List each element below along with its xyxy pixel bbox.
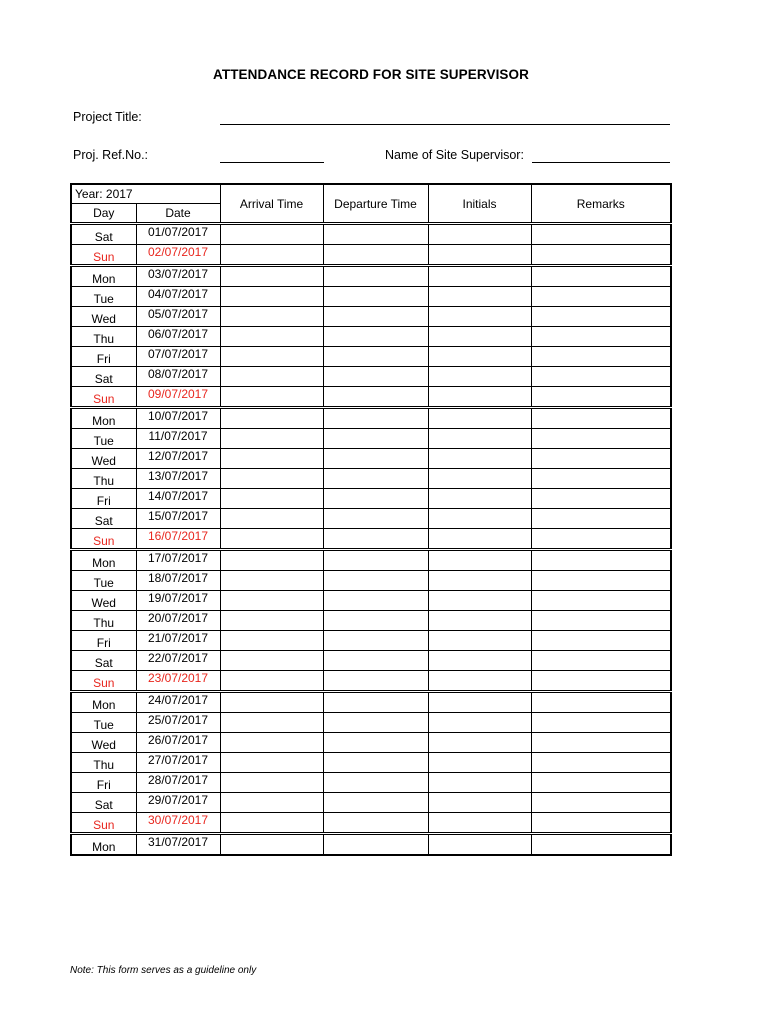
day-cell: Thu [71, 327, 136, 347]
initials-cell[interactable] [428, 266, 531, 287]
table-row [71, 287, 671, 307]
footer-note: Note: This form serves as a guideline only [70, 965, 257, 976]
day-cell: Sat [71, 651, 136, 671]
arrival-time-cell[interactable] [220, 529, 323, 550]
initials-cell[interactable] [428, 347, 531, 367]
remarks-cell[interactable] [531, 733, 671, 753]
date-cell: 17/07/2017 [136, 550, 220, 571]
departure-time-cell[interactable] [323, 591, 428, 611]
day-cell: Wed [71, 733, 136, 753]
arrival-time-cell[interactable] [220, 671, 323, 692]
table-row [71, 408, 671, 429]
initials-cell[interactable] [428, 529, 531, 550]
day-cell: Mon [71, 692, 136, 713]
date-cell: 24/07/2017 [136, 692, 220, 713]
day-cell: Tue [71, 571, 136, 591]
date-cell: 07/07/2017 [136, 347, 220, 367]
initials-cell[interactable] [428, 733, 531, 753]
day-cell: Mon [71, 834, 136, 856]
arrival-time-cell[interactable] [220, 793, 323, 813]
departure-time-cell[interactable] [323, 529, 428, 550]
departure-time-cell[interactable] [323, 347, 428, 367]
arrival-time-cell[interactable] [220, 834, 323, 856]
departure-time-cell[interactable] [323, 733, 428, 753]
departure-time-cell[interactable] [323, 245, 428, 266]
page-title: ATTENDANCE RECORD FOR SITE SUPERVISOR [213, 67, 529, 82]
date-cell: 23/07/2017 [136, 671, 220, 692]
departure-time-cell[interactable] [323, 509, 428, 529]
table-row [71, 327, 671, 347]
date-cell: 09/07/2017 [136, 387, 220, 408]
remarks-cell[interactable] [531, 550, 671, 571]
departure-time-cell[interactable] [323, 266, 428, 287]
table-row [71, 793, 671, 813]
ref-no-label: Proj. Ref.No.: [73, 148, 149, 162]
remarks-cell[interactable] [531, 469, 671, 489]
table-row [71, 509, 671, 529]
arrival-time-cell[interactable] [220, 611, 323, 631]
table-row [71, 651, 671, 671]
table-row [71, 367, 671, 387]
departure-time-cell[interactable] [323, 813, 428, 834]
date-cell: 19/07/2017 [136, 591, 220, 611]
initials-cell[interactable] [428, 591, 531, 611]
remarks-cell[interactable] [531, 408, 671, 429]
arrival-time-cell[interactable] [220, 266, 323, 287]
arrival-time-cell[interactable] [220, 571, 323, 591]
header-date: Date [136, 204, 220, 224]
remarks-cell[interactable] [531, 224, 671, 245]
date-cell: 20/07/2017 [136, 611, 220, 631]
departure-time-cell[interactable] [323, 429, 428, 449]
arrival-time-cell[interactable] [220, 631, 323, 651]
initials-cell[interactable] [428, 307, 531, 327]
table-row [71, 387, 671, 408]
initials-cell[interactable] [428, 631, 531, 651]
day-cell: Sat [71, 224, 136, 245]
day-cell: Wed [71, 449, 136, 469]
table-row [71, 631, 671, 651]
arrival-time-cell[interactable] [220, 713, 323, 733]
initials-cell[interactable] [428, 713, 531, 733]
departure-time-cell[interactable] [323, 671, 428, 692]
table-row [71, 347, 671, 367]
day-cell: Fri [71, 631, 136, 651]
day-cell: Mon [71, 266, 136, 287]
departure-time-cell[interactable] [323, 713, 428, 733]
day-cell: Sat [71, 367, 136, 387]
date-cell: 28/07/2017 [136, 773, 220, 793]
arrival-time-cell[interactable] [220, 489, 323, 509]
date-cell: 30/07/2017 [136, 813, 220, 834]
date-cell: 22/07/2017 [136, 651, 220, 671]
day-cell: Fri [71, 489, 136, 509]
day-cell: Sun [71, 813, 136, 834]
departure-time-cell[interactable] [323, 307, 428, 327]
date-cell: 29/07/2017 [136, 793, 220, 813]
departure-time-cell[interactable] [323, 834, 428, 856]
date-cell: 05/07/2017 [136, 307, 220, 327]
day-cell: Mon [71, 550, 136, 571]
arrival-time-cell[interactable] [220, 387, 323, 408]
remarks-cell[interactable] [531, 671, 671, 692]
remarks-cell[interactable] [531, 591, 671, 611]
remarks-cell[interactable] [531, 429, 671, 449]
remarks-cell[interactable] [531, 327, 671, 347]
header-departure-time: Departure Time [323, 184, 428, 224]
arrival-time-cell[interactable] [220, 550, 323, 571]
year-label: Year: 2017 [71, 184, 220, 204]
arrival-time-cell[interactable] [220, 429, 323, 449]
initials-cell[interactable] [428, 550, 531, 571]
date-cell: 12/07/2017 [136, 449, 220, 469]
departure-time-cell[interactable] [323, 550, 428, 571]
departure-time-cell[interactable] [323, 287, 428, 307]
arrival-time-cell[interactable] [220, 347, 323, 367]
departure-time-cell[interactable] [323, 489, 428, 509]
date-cell: 18/07/2017 [136, 571, 220, 591]
arrival-time-cell[interactable] [220, 408, 323, 429]
remarks-cell[interactable] [531, 773, 671, 793]
initials-cell[interactable] [428, 367, 531, 387]
initials-cell[interactable] [428, 509, 531, 529]
header-arrival-time: Arrival Time [220, 184, 323, 224]
departure-time-cell[interactable] [323, 367, 428, 387]
table-row [71, 224, 671, 245]
date-cell: 21/07/2017 [136, 631, 220, 651]
remarks-cell[interactable] [531, 287, 671, 307]
remarks-cell[interactable] [531, 793, 671, 813]
day-cell: Thu [71, 611, 136, 631]
date-cell: 04/07/2017 [136, 287, 220, 307]
arrival-time-cell[interactable] [220, 367, 323, 387]
table-row [71, 611, 671, 631]
remarks-cell[interactable] [531, 529, 671, 550]
table-row [71, 489, 671, 509]
departure-time-cell[interactable] [323, 611, 428, 631]
day-cell: Tue [71, 287, 136, 307]
initials-cell[interactable] [428, 651, 531, 671]
departure-time-cell[interactable] [323, 224, 428, 245]
arrival-time-cell[interactable] [220, 591, 323, 611]
initials-cell[interactable] [428, 408, 531, 429]
table-row [71, 834, 671, 856]
remarks-cell[interactable] [531, 347, 671, 367]
date-cell: 16/07/2017 [136, 529, 220, 550]
project-title-label: Project Title: [73, 110, 142, 124]
departure-time-cell[interactable] [323, 327, 428, 347]
departure-time-cell[interactable] [323, 631, 428, 651]
initials-cell[interactable] [428, 245, 531, 266]
initials-cell[interactable] [428, 692, 531, 713]
ref-no-field[interactable] [220, 162, 324, 163]
arrival-time-cell[interactable] [220, 692, 323, 713]
day-cell: Fri [71, 347, 136, 367]
header-initials: Initials [428, 184, 531, 224]
departure-time-cell[interactable] [323, 387, 428, 408]
table-row [71, 713, 671, 733]
day-cell: Mon [71, 408, 136, 429]
day-cell: Thu [71, 753, 136, 773]
initials-cell[interactable] [428, 489, 531, 509]
day-cell: Tue [71, 713, 136, 733]
date-cell: 14/07/2017 [136, 489, 220, 509]
departure-time-cell[interactable] [323, 651, 428, 671]
remarks-cell[interactable] [531, 753, 671, 773]
table-row [71, 773, 671, 793]
remarks-cell[interactable] [531, 266, 671, 287]
initials-cell[interactable] [428, 387, 531, 408]
date-cell: 10/07/2017 [136, 408, 220, 429]
arrival-time-cell[interactable] [220, 327, 323, 347]
initials-cell[interactable] [428, 671, 531, 692]
remarks-cell[interactable] [531, 631, 671, 651]
table-row [71, 529, 671, 550]
arrival-time-cell[interactable] [220, 469, 323, 489]
table-row [71, 266, 671, 287]
remarks-cell[interactable] [531, 367, 671, 387]
day-cell: Sat [71, 793, 136, 813]
date-cell: 11/07/2017 [136, 429, 220, 449]
arrival-time-cell[interactable] [220, 509, 323, 529]
day-cell: Sun [71, 387, 136, 408]
date-cell: 02/07/2017 [136, 245, 220, 266]
remarks-cell[interactable] [531, 571, 671, 591]
initials-cell[interactable] [428, 449, 531, 469]
remarks-cell[interactable] [531, 713, 671, 733]
initials-cell[interactable] [428, 834, 531, 856]
remarks-cell[interactable] [531, 449, 671, 469]
departure-time-cell[interactable] [323, 408, 428, 429]
arrival-time-cell[interactable] [220, 449, 323, 469]
initials-cell[interactable] [428, 611, 531, 631]
remarks-cell[interactable] [531, 387, 671, 408]
initials-cell[interactable] [428, 287, 531, 307]
day-cell: Sun [71, 245, 136, 266]
table-row [71, 449, 671, 469]
initials-cell[interactable] [428, 429, 531, 449]
supervisor-field[interactable] [532, 162, 670, 163]
arrival-time-cell[interactable] [220, 733, 323, 753]
date-cell: 13/07/2017 [136, 469, 220, 489]
date-cell: 15/07/2017 [136, 509, 220, 529]
date-cell: 06/07/2017 [136, 327, 220, 347]
table-row [71, 733, 671, 753]
arrival-time-cell[interactable] [220, 224, 323, 245]
day-cell: Sun [71, 529, 136, 550]
day-cell: Fri [71, 773, 136, 793]
departure-time-cell[interactable] [323, 773, 428, 793]
arrival-time-cell[interactable] [220, 307, 323, 327]
date-cell: 08/07/2017 [136, 367, 220, 387]
remarks-cell[interactable] [531, 813, 671, 834]
table-row [71, 307, 671, 327]
project-title-field[interactable] [220, 124, 670, 125]
departure-time-cell[interactable] [323, 692, 428, 713]
supervisor-label: Name of Site Supervisor: [385, 148, 524, 162]
initials-cell[interactable] [428, 793, 531, 813]
remarks-cell[interactable] [531, 611, 671, 631]
arrival-time-cell[interactable] [220, 753, 323, 773]
date-cell: 03/07/2017 [136, 266, 220, 287]
departure-time-cell[interactable] [323, 469, 428, 489]
date-cell: 27/07/2017 [136, 753, 220, 773]
table-row [71, 813, 671, 834]
day-cell: Sat [71, 509, 136, 529]
date-cell: 25/07/2017 [136, 713, 220, 733]
table-row [71, 469, 671, 489]
initials-cell[interactable] [428, 571, 531, 591]
remarks-cell[interactable] [531, 692, 671, 713]
initials-cell[interactable] [428, 813, 531, 834]
departure-time-cell[interactable] [323, 449, 428, 469]
arrival-time-cell[interactable] [220, 245, 323, 266]
day-cell: Tue [71, 429, 136, 449]
day-cell: Thu [71, 469, 136, 489]
table-row [71, 692, 671, 713]
departure-time-cell[interactable] [323, 753, 428, 773]
initials-cell[interactable] [428, 224, 531, 245]
arrival-time-cell[interactable] [220, 813, 323, 834]
remarks-cell[interactable] [531, 245, 671, 266]
date-cell: 26/07/2017 [136, 733, 220, 753]
header-remarks: Remarks [531, 184, 671, 224]
table-row [71, 571, 671, 591]
initials-cell[interactable] [428, 753, 531, 773]
initials-cell[interactable] [428, 327, 531, 347]
remarks-cell[interactable] [531, 489, 671, 509]
departure-time-cell[interactable] [323, 571, 428, 591]
header-day: Day [71, 204, 136, 224]
arrival-time-cell[interactable] [220, 651, 323, 671]
table-row [71, 550, 671, 571]
table-row [71, 245, 671, 266]
table-row [71, 429, 671, 449]
attendance-table [70, 183, 672, 856]
departure-time-cell[interactable] [323, 793, 428, 813]
remarks-cell[interactable] [531, 651, 671, 671]
table-row [71, 591, 671, 611]
day-cell: Wed [71, 591, 136, 611]
table-row [71, 753, 671, 773]
day-cell: Wed [71, 307, 136, 327]
remarks-cell[interactable] [531, 307, 671, 327]
remarks-cell[interactable] [531, 834, 671, 856]
table-row [71, 671, 671, 692]
day-cell: Sun [71, 671, 136, 692]
initials-cell[interactable] [428, 773, 531, 793]
date-cell: 31/07/2017 [136, 834, 220, 856]
date-cell: 01/07/2017 [136, 224, 220, 245]
arrival-time-cell[interactable] [220, 773, 323, 793]
arrival-time-cell[interactable] [220, 287, 323, 307]
remarks-cell[interactable] [531, 509, 671, 529]
initials-cell[interactable] [428, 469, 531, 489]
